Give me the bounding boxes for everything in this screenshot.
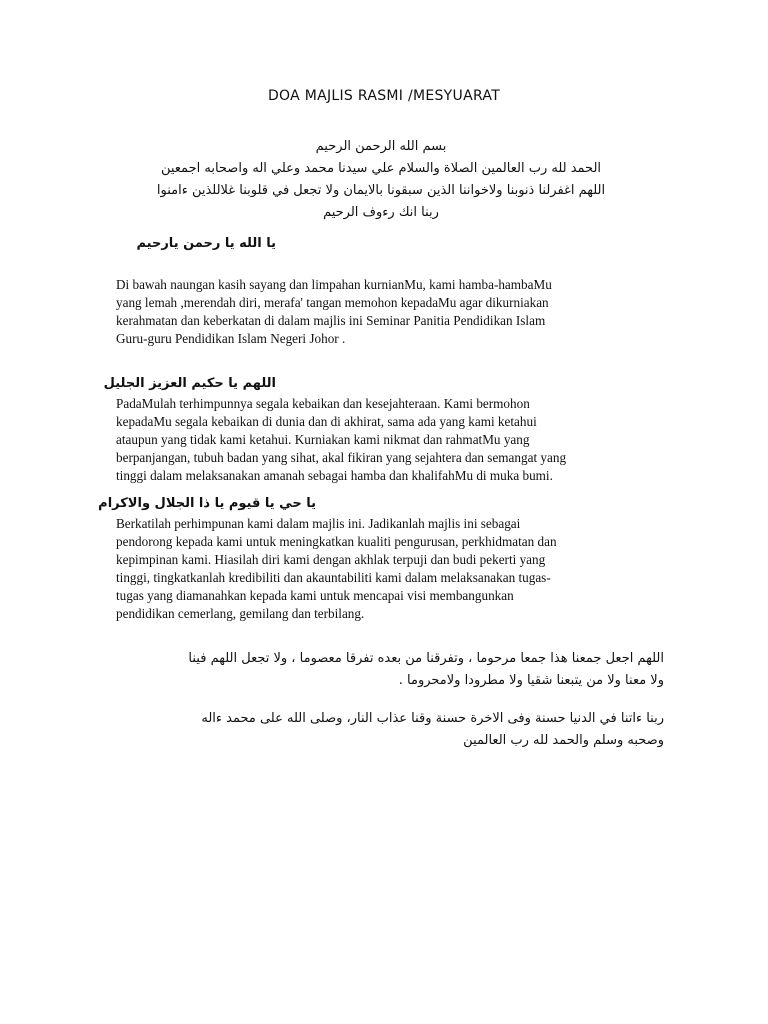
paragraph-line: tinggi, tingkatkanlah kredibiliti dan akauntabiliti kami dalam melaksanakan tugas- (116, 570, 551, 585)
document-title: DOA MAJLIS RASMI /MESYUARAT (267, 88, 501, 104)
section-paragraph (116, 515, 656, 623)
paragraph-line: tugas yang diamanahkan kepada kami untuk mencapai visi membangunkan (116, 588, 514, 603)
paragraph-line: kerahmatan dan keberkatan di dalam majlis ini Seminar Panitia Pendidikan Islam (116, 313, 546, 328)
final-prayer (116, 708, 664, 752)
section-heading: يا حي يا قيوم يا ذا الجلال والاكرام (98, 496, 316, 511)
closing-prayer (116, 648, 664, 692)
closing-line: اللهم اجعل جمعنا هذا جمعا مرحوما ، وتفرقنا من بعده تفرقا معصوما ، ولا تجعل اللهم فينا (188, 651, 664, 666)
section-heading: يا الله يا رحمن يارحيم (136, 236, 276, 251)
section-paragraph (116, 395, 656, 485)
closing-line: ربنا ءاتنا في الدنيا حسنة وفى الاخرة حسنة وقنا عذاب النار، وصلى الله على محمد ءاله (201, 711, 664, 726)
paragraph-line: kepimpinan kami. Hiasilah diri kami dengan akhlak terpuji dan budi pekerti yang (116, 552, 546, 567)
paragraph-line: Berkatilah perhimpunan kami dalam majlis ini. Jadikanlah majlis ini sebagai (116, 516, 521, 531)
opening-line: الحمد لله رب العالمين الصلاة والسلام علي سيدنا محمد وعلي اله واصحابه اجمعين (160, 161, 602, 176)
paragraph-line: pendidikan cemerlang, gemilang dan terbilang. (116, 606, 365, 621)
paragraph-line: tinggi dalam melaksanakan amanah sebagai hamba dan khalifahMu di muka bumi. (116, 468, 553, 483)
paragraph-line: kepadaMu segala kebaikan di dunia dan di akhirat, sama ada yang kami ketahui (116, 414, 537, 429)
opening-line: بسم الله الرحمن الرحيم (315, 139, 447, 154)
paragraph-line: berpanjangan, tubuh badan yang sihat, akal fikiran yang sejahtera dan semangat yang (116, 450, 567, 465)
closing-line: ولا معنا ولا من يتبعنا شقيا ولا مطرودا ولامحروما . (398, 673, 664, 688)
opening-line: اللهم اغفرلنا ذنوبنا ولاخواننا الذين سبقونا بالايمان ولا تجعل في قلوبنا غلاللذين ءامنوا (156, 183, 606, 198)
paragraph-line: pendorong kepada kami untuk meningkatkan kualiti pengurusan, perkhidmatan dan (116, 534, 557, 549)
paragraph-line: Di bawah naungan kasih sayang dan limpahan kurnianMu, kami hamba-hambaMu (116, 277, 552, 292)
paragraph-line: ataupun yang tidak kami ketahui. Kurniakan kami nikmat dan rahmatMu yang (116, 432, 530, 447)
paragraph-line: Guru-guru Pendidikan Islam Negeri Johor . (116, 331, 346, 346)
paragraph-line: yang lemah ,merendah diri, merafa' tangan memohon kepadaMu agar dikurniakan (116, 295, 549, 310)
closing-line: وصحبه وسلم والحمد لله رب العالمين (463, 733, 664, 748)
paragraph-line: PadaMulah terhimpunnya segala kebaikan dan kesejahteraan. Kami bermohon (116, 396, 530, 411)
opening-line: ربنا انك رءوف الرحيم (323, 205, 439, 220)
section-heading: اللهم يا حكيم العزيز الجليل (103, 376, 276, 391)
opening-prayer (116, 136, 646, 224)
section-paragraph (116, 276, 656, 348)
